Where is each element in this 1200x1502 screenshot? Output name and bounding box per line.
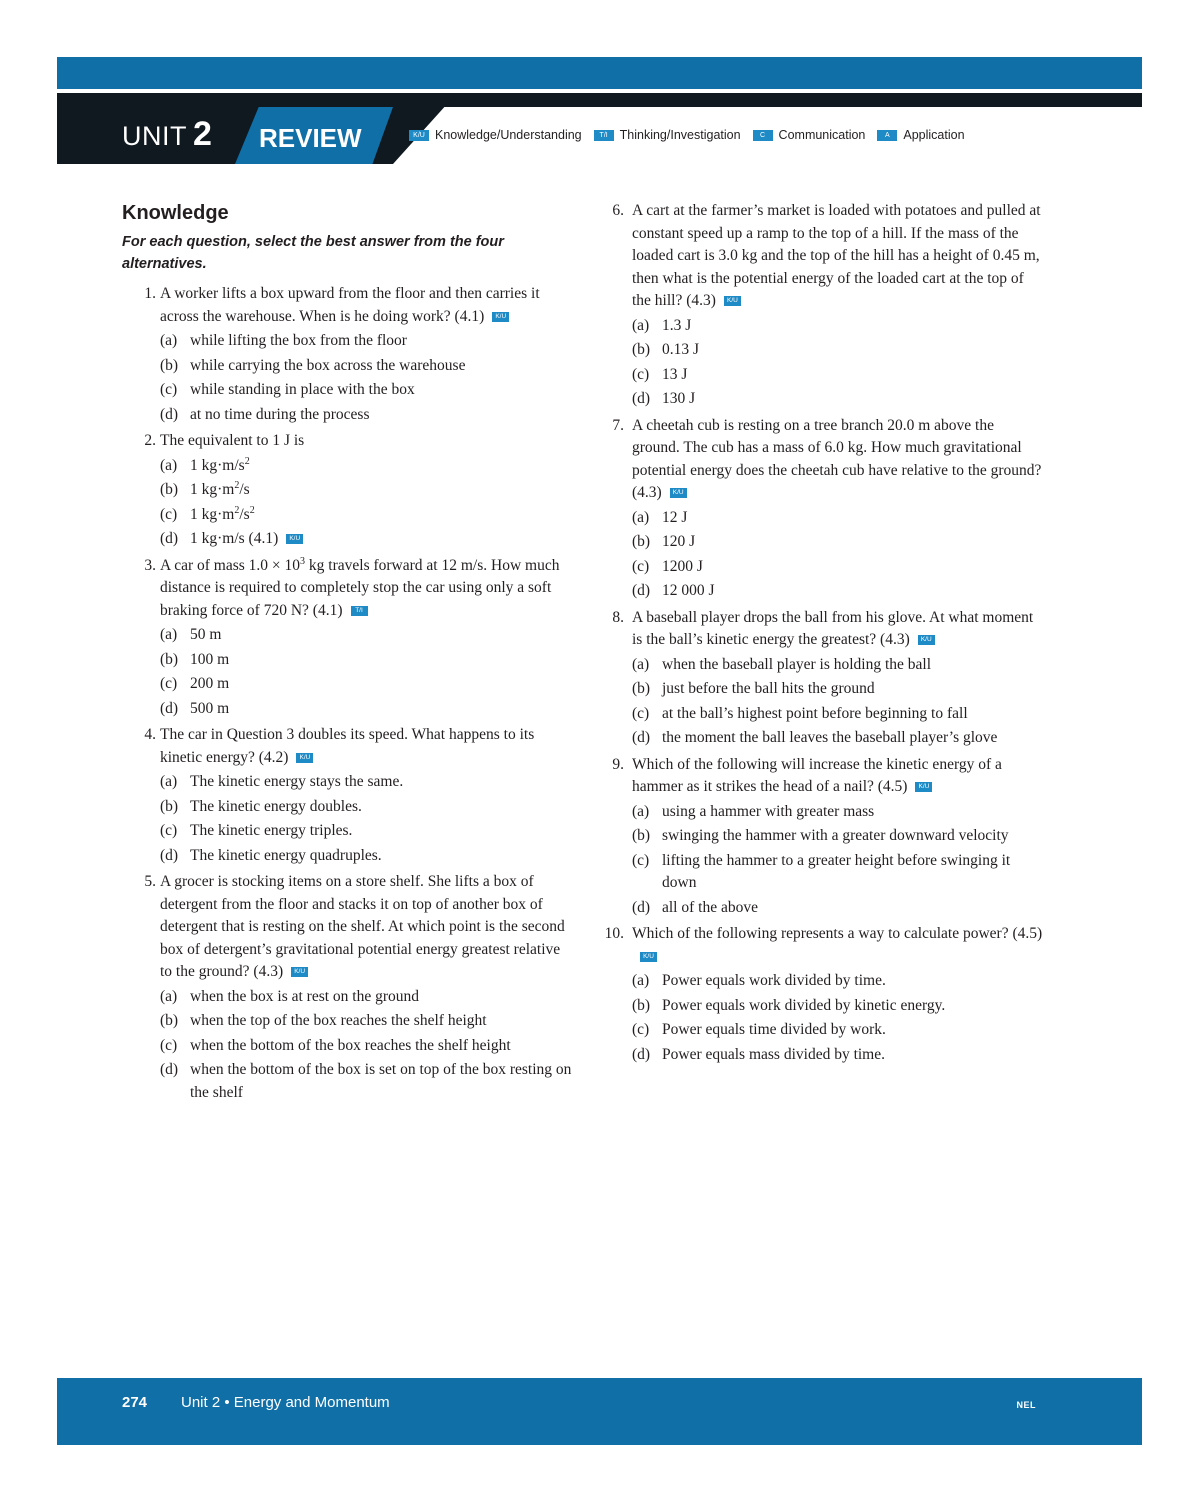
skill-badge: K/U [492,312,509,322]
answer-option[interactable] [632,678,1044,701]
option-label: (c) [632,704,650,722]
option-text: Power equals work divided by time. [662,972,886,989]
option-label: (c) [160,381,178,398]
answer-options [160,771,572,867]
skill-badge: T/I [351,606,368,616]
answer-option[interactable] [160,1035,572,1058]
section-instructions: For each question, select the best answer from the four alternatives. [122,234,504,272]
option-label: (b) [632,827,651,844]
question-number: 8. [612,608,624,626]
answer-options [632,654,1044,750]
option-text: The kinetic energy triples. [190,822,353,839]
option-text: 12 J [662,508,688,526]
answer-options [160,330,572,426]
option-text: swinging the hammer with a greater downward velocity [662,827,1009,844]
answer-options [632,970,1044,1066]
question-number: 3. [144,556,156,574]
answer-option[interactable]: (b) 1 $kg\cdot m^2/s$ [160,479,572,502]
option-label: (b) [160,481,179,498]
footer-unit-title: Unit 2 • Energy and Momentum [181,1394,390,1411]
option-text: 50 m [190,626,222,643]
answer-option[interactable] [160,330,572,353]
option-label: (b) [632,533,651,550]
option-text: using a hammer with greater mass [662,802,875,820]
top-color-bar [57,57,1142,89]
unit-label: UNIT 2 [122,115,213,153]
question-3 [122,555,572,721]
option-text: just before the ball hits the ground [662,680,875,697]
option-text: the moment the ball leaves the baseball player’s glove [662,729,998,746]
skill-badge: K/U [286,534,303,544]
option-label: (d) [632,898,651,916]
question-10 [596,923,1044,1066]
answer-option[interactable] [632,1019,1044,1042]
option-label: (b) [632,341,651,358]
option-label: (c) [632,851,650,869]
answer-option[interactable] [160,624,572,647]
answer-option[interactable] [632,825,1044,848]
option-label: (c) [160,822,178,839]
question-number: 5. [144,873,156,890]
question-text: Which of the following represents a way to calculate power? (4.5)K/U [632,925,1043,960]
legend-item-communication [753,128,866,142]
answer-option[interactable] [632,388,1044,411]
option-text: while lifting the box from the floor [190,332,407,349]
answer-option[interactable] [160,1010,572,1033]
option-text: while standing in place with the box [190,381,415,398]
section-title: Knowledge [122,202,229,224]
skill-badge: K/U [724,296,741,306]
answer-option[interactable] [632,315,1044,338]
question-text: A cart at the farmer’s market is loaded with potatoes and pulled at constant speed up a ramp to the top of a hill. If the mass of the loaded cart is 3.0 kg and the top of the hill has a height of 0.45 m, then what is the potential energy of the loaded cart at the top of the hill? (4.3) K/U [632,202,1041,309]
option-text: 13 J [662,365,688,383]
question-number: 4. [144,726,156,743]
option-label: (d) [632,729,651,746]
answer-option[interactable] [632,897,1044,920]
answer-option[interactable] [160,528,572,551]
page-number: 274 [122,1394,148,1411]
option-label: (a) [160,456,178,474]
answer-option[interactable] [160,1059,572,1104]
option-text: 1200 J [662,557,703,575]
option-label: (d) [632,390,651,407]
legend-badge: K/U [409,130,429,141]
option-label: (a) [632,802,650,820]
question-text: A cheetah cub is resting on a tree branch 20.0 m above the ground. The cub has a mass of 6.0 kg. How much gravitational potential energy does the cheetah cub have relative to the ground? (4.3) K/U [632,416,1042,501]
question-text: The car in Question 3 doubles its speed. What happens to its kinetic energy? (4.2) K/U [160,726,535,766]
skill-badge: K/U [291,967,308,977]
answer-option[interactable] [632,556,1044,579]
option-label: (b) [632,996,651,1014]
question-1 [122,283,572,426]
option-label: (c) [632,1021,650,1038]
option-label: (c) [632,365,650,383]
option-text: The kinetic energy quadruples. [190,846,382,864]
answer-option[interactable] [632,654,1044,677]
legend-label: Thinking/Investigation [619,128,741,142]
answer-option[interactable] [160,698,572,721]
option-text: Power equals time divided by work. [662,1021,886,1038]
right-column [596,200,1044,1070]
option-label: (a) [160,773,178,790]
option-text: when the box is at rest on the ground [190,987,420,1005]
answer-option[interactable] [632,1044,1044,1067]
unit-number: 2 [193,115,213,153]
option-label: (d) [160,699,179,717]
answer-option[interactable] [632,727,1044,750]
option-text: The kinetic energy stays the same. [190,773,404,790]
question-text: A baseball player drops the ball from his glove. At what moment is the ball’s kinetic energy the greatest? (4.3) K/U [632,608,1034,648]
option-text: 120 J [662,533,696,550]
answer-option[interactable]: (a) 1 $kg\cdot m/s^2$ [160,455,572,478]
option-label: (d) [632,1045,651,1063]
question-text: Which of the following will increase the kinetic energy of a hammer as it strikes the head of a nail? (4.5) K/U [632,755,1002,795]
option-text: when the top of the box reaches the shelf height [190,1012,487,1029]
option-label: (d) [160,405,179,423]
option-text: 500 m [190,699,230,717]
option-label: (a) [632,508,650,526]
option-label: (c) [160,675,178,692]
option-label: (d) [632,582,651,599]
answer-option[interactable] [632,703,1044,726]
answer-options [160,986,572,1105]
legend-item-knowledge [409,128,582,142]
option-text: 0.13 J [662,341,700,358]
legend-badge: A [877,130,897,141]
question-number: 10. [604,925,624,942]
question-number: 2. [144,432,156,449]
option-text: The kinetic energy doubles. [190,797,362,815]
option-text: at the ball’s highest point before beginning to fall [662,704,968,722]
legend-label: Knowledge/Understanding [435,128,582,142]
option-label: (c) [160,1036,178,1054]
skill-badge: K/U [640,952,657,962]
option-label: (b) [160,797,179,815]
question-4 [122,724,572,867]
answer-options [632,507,1044,603]
answer-option[interactable] [160,355,572,378]
option-label: (b) [160,1012,179,1029]
answer-option[interactable] [160,771,572,794]
skill-badge: K/U [918,635,935,645]
skill-legend [409,126,977,144]
option-label: (a) [160,626,178,643]
answer-options [632,315,1044,411]
question-7 [596,415,1044,603]
answer-option[interactable] [160,796,572,819]
answer-option[interactable] [632,364,1044,387]
option-text: when the baseball player is holding the ball [662,655,932,673]
option-label: (a) [632,655,650,673]
answer-option[interactable] [160,820,572,843]
question-2 [122,430,572,551]
answer-option[interactable] [632,995,1044,1018]
skill-badge: K/U [915,782,932,792]
option-label: (c) [160,505,178,523]
option-text: lifting the hammer to a greater height before swinging it down [662,851,1011,891]
option-label: (a) [160,332,178,349]
page-footer [57,1378,1142,1445]
option-text: while carrying the box across the warehouse [190,356,466,374]
option-label: (a) [632,316,650,334]
option-label: (a) [632,972,650,989]
answer-options [160,455,572,551]
answer-option[interactable]: (c) 1 $kg\cdot m^2/s^2$ [160,504,572,527]
option-label: (d) [160,846,179,864]
legend-item-thinking [594,128,741,142]
answer-options [160,624,572,720]
option-text: 200 m [190,675,230,692]
option-label: (d) [160,530,179,547]
skill-badge: K/U [296,753,313,763]
question-9 [596,754,1044,920]
answer-option[interactable] [632,850,1044,895]
question-8 [596,607,1044,750]
option-text: when the bottom of the box reaches the shelf height [190,1036,511,1054]
option-label: (a) [160,987,178,1005]
legend-label: Communication [778,128,866,142]
option-text: Power equals mass divided by time. [662,1045,885,1063]
option-label: (c) [632,557,650,575]
legend-item-application [877,128,964,142]
option-label: (d) [160,1061,179,1078]
legend-badge: C [753,130,773,141]
question-number: 6. [612,202,624,219]
answer-option[interactable] [160,845,572,868]
option-label: (b) [632,680,651,697]
question-text: The equivalent to 1 J is [160,432,305,449]
skill-badge: K/U [670,488,687,498]
answer-option[interactable] [160,649,572,672]
question-text: A grocer is stocking items on a store shelf. She lifts a box of detergent from the floor and stacks it on top of another box of detergent that is resting on the shelf. At which point is the second box of detergent’s gravitational potential energy greatest relative to the ground? (4.3) K/U [160,873,565,980]
publisher-mark: NEL [1016,1400,1036,1410]
question-number: 9. [612,755,624,773]
question-5 [122,871,572,1104]
option-text: 130 J [662,390,696,407]
option-label: (b) [160,650,179,668]
answer-options [632,801,1044,920]
answer-option[interactable] [632,580,1044,603]
option-text: 1 kg·m/s (4.1) [190,530,279,547]
answer-option[interactable] [632,970,1044,993]
review-label: REVIEW [259,123,362,153]
answer-option[interactable] [160,986,572,1009]
question-text: A worker lifts a box upward from the floor and then carries it across the warehouse. When is he doing work? (4.1) K/U [160,285,540,325]
left-column [122,200,572,1108]
question-number: 1. [144,285,156,302]
question-text: A car of mass $1.0 \times 10^3$ kg travels forward at 12 m/s. How much distance is required to completely stop the car using only a soft braking force of 720 N? (4.1) T/I [160,555,560,619]
option-text: 1.3 J [662,316,692,334]
legend-label: Application [903,128,965,142]
option-text: at no time during the process [190,405,370,423]
answer-option[interactable] [632,339,1044,362]
answer-option[interactable] [632,801,1044,824]
answer-option[interactable] [632,507,1044,530]
option-text: Power equals work divided by kinetic energy. [662,996,946,1014]
option-text: when the bottom of the box is set on top of the box resting on the shelf [190,1061,572,1101]
answer-option[interactable] [160,379,572,402]
answer-option[interactable] [160,673,572,696]
option-label: (b) [160,356,179,374]
answer-option[interactable] [160,404,572,427]
question-number: 7. [612,416,624,434]
question-6 [596,200,1044,411]
answer-option[interactable] [632,531,1044,554]
option-text: 100 m [190,650,230,668]
option-text: 12 000 J [662,582,715,599]
legend-badge: T/I [594,130,614,141]
option-text: all of the above [662,898,758,916]
